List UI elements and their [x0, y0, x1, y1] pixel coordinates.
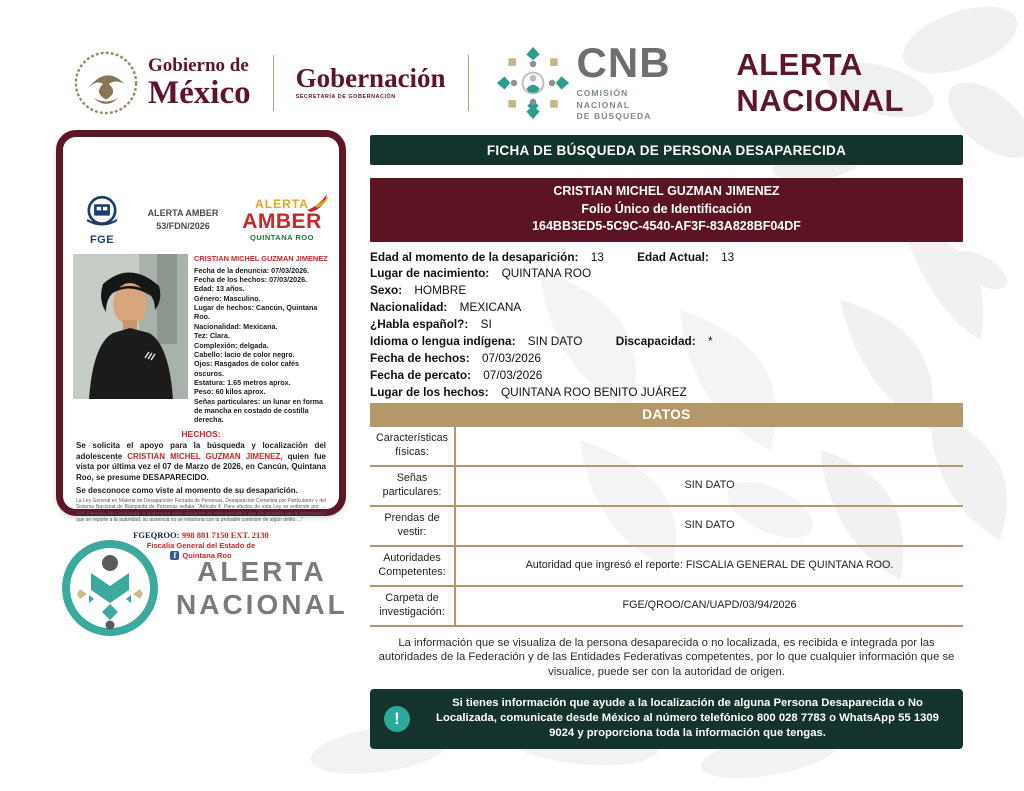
folio-box	[370, 178, 963, 242]
poster-detail-line: Tez: Clara.	[194, 331, 230, 341]
amber-swoosh-icon	[305, 190, 331, 216]
facebook-icon: f	[170, 551, 179, 560]
poster-person-name: CRISTIAN MICHEL GUZMAN JIMENEZ	[194, 254, 328, 263]
hechos-paragraph	[63, 441, 339, 484]
table-row-value: FGE/QROO/CAN/UAPD/03/94/2026	[622, 599, 797, 612]
poster-detail-line: Complexión: delgada.	[194, 340, 269, 350]
poster-contact-org-line1: Fiscalía General del Estado de	[146, 540, 256, 550]
table-row	[370, 547, 963, 587]
field-value: SIN DATO	[527, 334, 583, 349]
hechos-text-part1: Se solicita el apoyo para la búsqueda y localización del adolescente	[76, 440, 326, 461]
poster-detail-line: Señas particulares: un lunar en forma de mancha en costado de costilla derecha.	[194, 396, 324, 425]
field-value: 07/03/2026	[483, 367, 543, 382]
poster-detail-line: Nacionalidad: Mexicana.	[194, 321, 278, 331]
field-label: Idioma o lengua indígena:	[370, 334, 516, 349]
field-row	[370, 335, 963, 348]
field-row	[370, 301, 963, 314]
table-row-value: Autoridad que ingresó el reporte: FISCALIA GENERAL DE QUINTANA ROO.	[525, 559, 894, 572]
field-label-2: Discapacidad:	[615, 334, 696, 349]
poster-detail-line: Cabello: lacio de color negro.	[194, 349, 295, 359]
gobernacion-subtitle: SECRETARÍA DE GOBERNACIÓN	[295, 93, 396, 100]
poster-detail-line: Edad: 13 años.	[194, 284, 245, 294]
field-label: Sexo:	[370, 283, 403, 298]
cnb-subtitle-line1: COMISIÓN NACIONAL	[576, 88, 631, 110]
poster-legal-text: La Ley General en Materia de Desaparición Forzada de Personas, Desaparición Cometida por Particulares y del Sistema Nacional de Búsqueda de Personas señala: "Artículo 4. Para efectos de esta Ley se entiende por: ... XVI. Persona No Localizada: a la persona cuya ubicación es desconocida y que de acuerdo con la información que se reporte a la autoridad, su ausencia no se relaciona con la probable comisión de algún delito ..."	[76, 497, 326, 524]
field-value: QUINTANA ROO BENITO JUÁREZ	[500, 384, 687, 399]
page-header	[0, 40, 1024, 125]
field-label-2: Edad Actual:	[637, 249, 709, 264]
poster-detail-line: Género: Masculino.	[194, 293, 261, 303]
exclamation-icon: !	[384, 706, 410, 732]
table-row-label: Características físicas:	[370, 427, 456, 465]
field-row	[370, 267, 963, 280]
poster-detail-line: Lugar de hechos: Cancún, Quintana Roo.	[194, 303, 318, 322]
poster-contact-org-line2-text: Quintana Roo	[182, 550, 232, 560]
contact-notice-box	[370, 689, 963, 749]
gobierno-mexico-eagle-logo	[72, 49, 140, 117]
field-label: Fecha de hechos:	[370, 351, 470, 366]
field-label: Lugar de nacimiento:	[370, 266, 490, 281]
alerta-nacional-line2: NACIONAL	[176, 589, 348, 620]
amber-ref-line1: ALERTA AMBER	[147, 208, 219, 219]
fgeqroo-label: FGEQROO:	[133, 529, 180, 540]
field-value-2: 13	[721, 249, 735, 264]
page-title: ALERTA NACIONAL	[736, 46, 904, 118]
hechos-name-highlight: CRISTIAN MICHEL GUZMAN JIMENEZ,	[127, 451, 283, 461]
header-divider	[273, 55, 274, 111]
cnb-logo	[495, 39, 677, 122]
field-label: Lugar de los hechos:	[370, 384, 489, 399]
alerta-nacional-line1: ALERTA	[197, 555, 327, 587]
table-row	[370, 507, 963, 547]
table-row-label: Señas particulares:	[370, 467, 456, 505]
contact-notice-text: Si tienes información que ayude a la localización de alguna Persona Desaparecida o No Localizada, comunicate desde México al número telefónico 800 028 7783 o WhatsApp 55 1309 9024 y proporciona toda la información que tengas.	[436, 696, 939, 740]
cnb-subtitle-line2: DE BÚSQUEDA	[576, 111, 652, 122]
table-row-value	[456, 427, 963, 465]
table-row-value: SIN DATO	[684, 519, 735, 532]
alerta-nacional-icon	[60, 538, 160, 638]
amber-alert-poster	[56, 130, 346, 561]
poster-header	[63, 193, 339, 246]
poster-detail-line: Estatura: 1.65 metros aprox.	[194, 377, 291, 387]
hechos-note: Se desconoce como viste al momento de su desaparición.	[76, 485, 298, 495]
field-label: ¿Habla español?:	[370, 317, 469, 332]
field-value-2: *	[707, 334, 713, 349]
mexico-text: México	[148, 74, 251, 111]
gobernacion-title: Gobernación	[295, 62, 446, 93]
field-label: Edad al momento de la desaparición:	[370, 249, 579, 264]
ficha-title-bar: FICHA DE BÚSQUEDA DE PERSONA DESAPARECIDA	[370, 135, 963, 165]
folio-value: 164BB3ED5-5C9C-4540-AF3F-83A828BF04DF	[532, 219, 801, 233]
field-row	[370, 284, 963, 297]
missing-person-photo	[73, 254, 188, 399]
table-row	[370, 587, 963, 627]
poster-detail-line: Peso: 60 kilos aprox.	[194, 387, 266, 397]
poster-detail-line: Fecha de los hechos: 07/03/2026.	[194, 274, 308, 284]
field-value: MEXICANA	[459, 300, 522, 315]
gobierno-de-text: Gobierno de	[148, 54, 249, 76]
table-row-label: Carpeta de investigación:	[370, 587, 456, 625]
field-row	[370, 318, 963, 331]
table-row-label: Prendas de vestir:	[370, 507, 456, 545]
ficha-section	[370, 135, 963, 749]
field-value: SI	[480, 317, 492, 332]
field-row	[370, 352, 963, 365]
field-row	[370, 251, 963, 264]
fgeqroo-phone: 998 881 7150 EXT. 2130	[181, 529, 269, 540]
poster-details	[194, 254, 329, 425]
gobernacion-wordmark	[295, 62, 446, 101]
amber-ref-line2: 53/FDN/2026	[156, 220, 210, 231]
table-row	[370, 427, 963, 467]
gobierno-mexico-wordmark	[148, 56, 251, 110]
disclaimer-text: La información que se visualiza de la persona desaparecida o no localizada, es recibida e integrada por las autoridades de la Federación y de las Entidades Federativas competentes, por lo que cualquier información que se visualice, puede ser con la autoridad de origen.	[378, 636, 955, 679]
field-label: Nacionalidad:	[370, 300, 448, 315]
header-divider	[468, 55, 469, 111]
poster-detail-line: Fecha de la denuncia: 07/03/2026.	[194, 265, 310, 275]
field-label: Fecha de percato:	[370, 367, 471, 382]
field-value: 13	[590, 249, 604, 264]
datos-table	[370, 427, 963, 627]
person-fields	[370, 251, 963, 399]
amber-logo-line2: AMBER	[242, 209, 322, 233]
hechos-text-part2: quien fue vista por última vez el 07 de Marzo de 2026, en Cancún, Quintana Roo, se presume DESAPARECIDO.	[76, 451, 326, 483]
poster-body	[63, 254, 339, 425]
amber-alert-reference	[148, 207, 219, 231]
folio-label: Folio Único de Identificación	[581, 201, 752, 216]
amber-logo-line1: ALERTA	[255, 196, 309, 211]
ficha-person-name: CRISTIAN MICHEL GUZMAN JIMENEZ	[553, 184, 780, 198]
table-row	[370, 467, 963, 507]
cnb-acronym: CNB	[576, 39, 671, 87]
cnb-subtitle	[577, 88, 677, 122]
table-row-label: Autoridades Competentes:	[370, 547, 456, 585]
datos-section-header: DATOS	[370, 403, 963, 427]
field-value: HOMBRE	[414, 283, 467, 298]
poster-detail-list	[194, 266, 329, 425]
fge-label: FGE	[89, 234, 115, 246]
amber-logo-line3: QUINTANA ROO	[250, 232, 314, 242]
fge-logo	[79, 193, 125, 246]
field-value: 07/03/2026	[481, 351, 541, 366]
poster-detail-line: Ojos: Rasgados de color cafés oscuros.	[194, 359, 300, 378]
hechos-heading: HECHOS:	[181, 428, 221, 439]
table-row-value: SIN DATO	[684, 479, 735, 492]
cnb-wordmark	[576, 39, 677, 122]
alerta-amber-quintana-roo-logo	[241, 198, 323, 242]
field-row	[370, 369, 963, 382]
alerta-nacional-wordmark	[176, 555, 348, 621]
alerta-nacional-logo	[60, 538, 348, 638]
field-row	[370, 386, 963, 399]
cnb-pattern-icon	[495, 45, 571, 121]
field-value: QUINTANA ROO	[501, 266, 592, 281]
